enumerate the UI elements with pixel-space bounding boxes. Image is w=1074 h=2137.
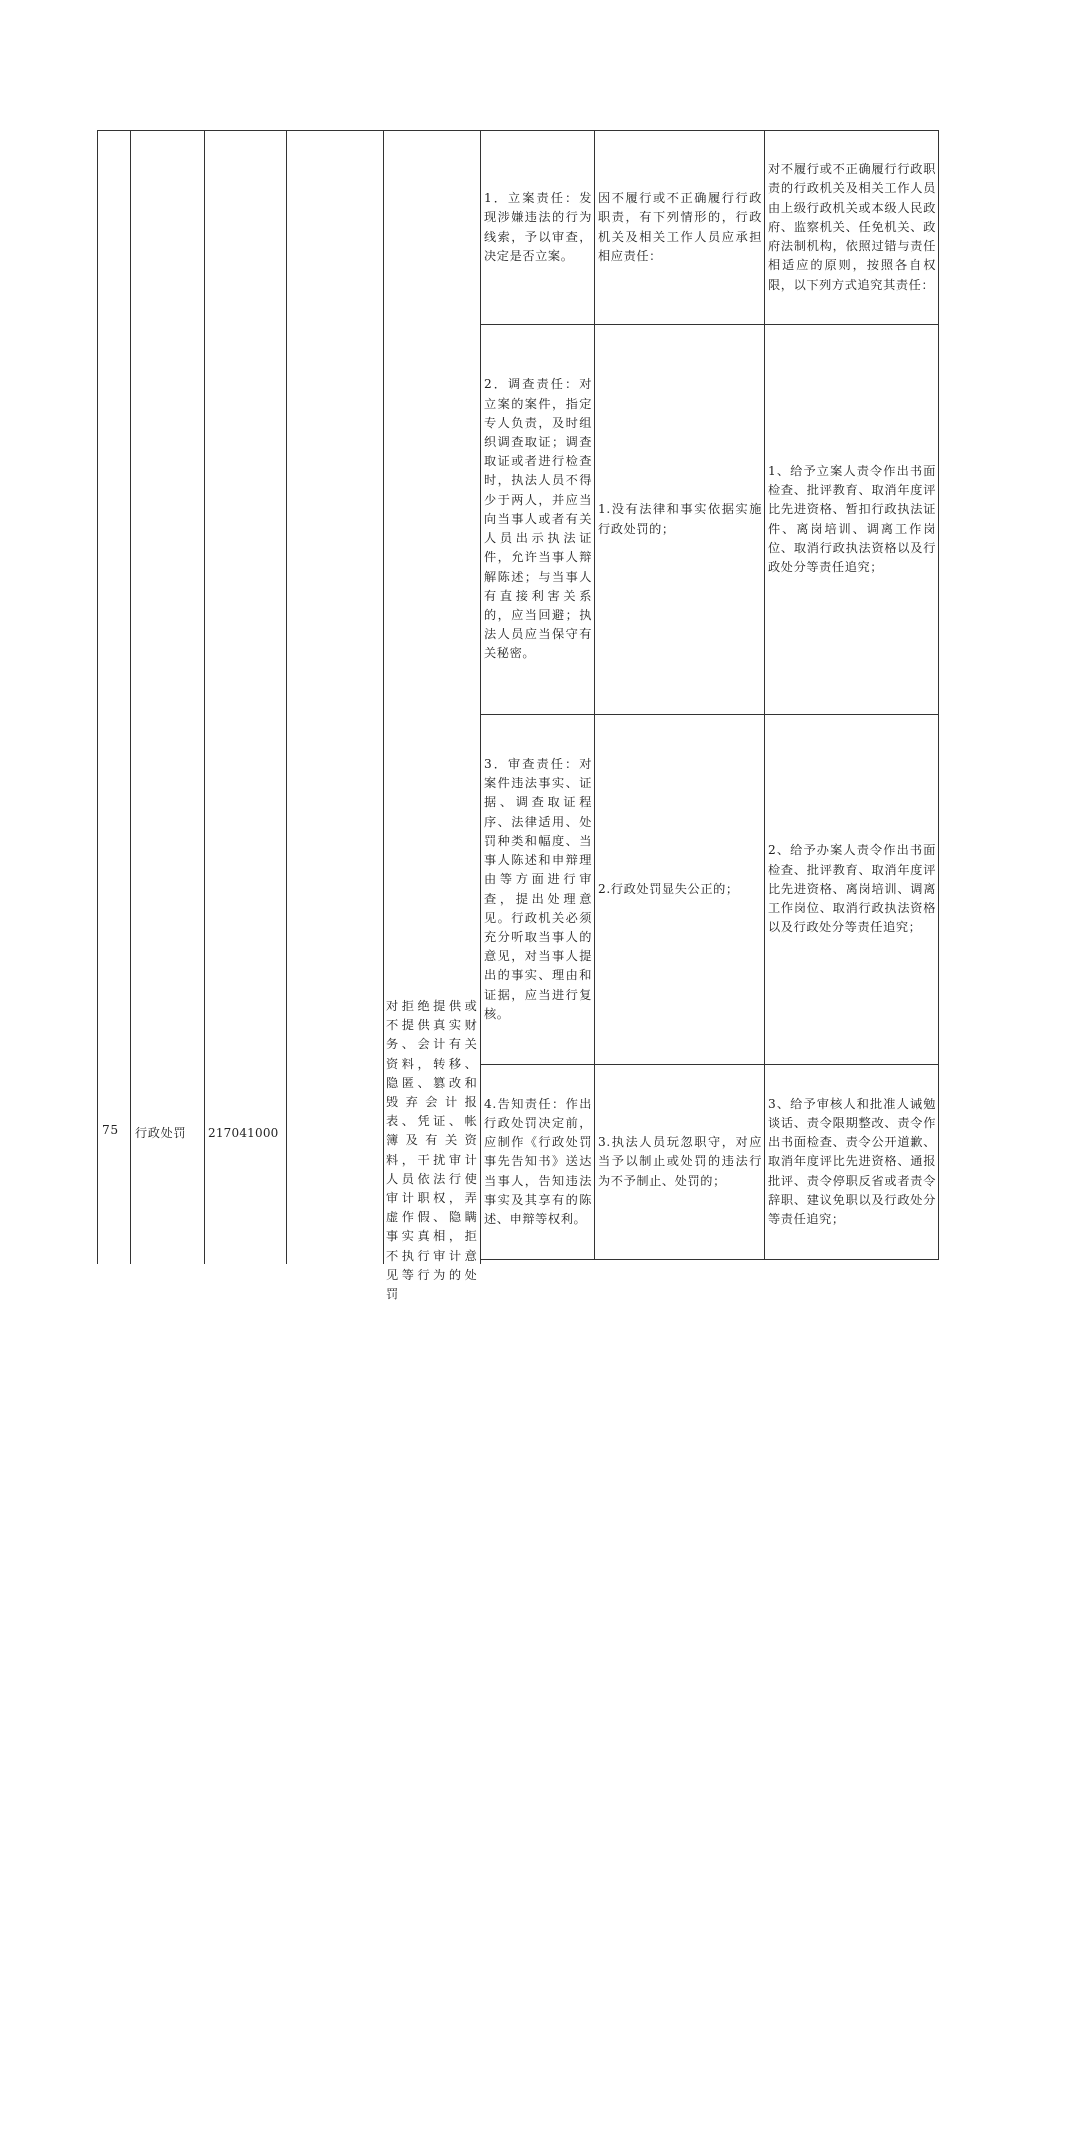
table-border-right	[938, 130, 939, 1259]
accountability-cell: 1、给予立案人责令作出书面检查、批评教育、取消年度评比先进资格、暂扣行政执法证件、离岗培训、调离工作岗位、取消行政执法资格以及行政处分等责任追究；	[768, 463, 936, 574]
column-divider-2	[204, 130, 205, 1264]
duty-cell: 2．调查责任：对立案的案件，指定专人负责，及时组织调查取证；调查取证或者进行检查时，执法人员不得少于两人，并应当向当事人或者有关人员出示执法证件，允许当事人辩解陈述；与当事人有直接利害关系的，应当回避；执法人员应当保守有关秘密。	[484, 377, 592, 661]
duty-cell: 3．审查责任：对案件违法事实、证据、调查取证程序、法律适用、处罚种类和幅度、当事人陈述和申辩理由等方面进行审查，提出处理意见。行政机关必须充分听取当事人的意见，对当事人提出的事实、理由和证据，应当进行复核。	[484, 757, 592, 1021]
row-number: 75	[102, 1123, 119, 1138]
power-name	[290, 131, 380, 2137]
column-divider-1	[130, 130, 131, 1264]
column-divider-6	[594, 130, 595, 1259]
column-divider-7	[764, 130, 765, 1259]
column-divider-3	[286, 130, 287, 1264]
power-category: 行政处罚	[135, 1126, 187, 1141]
duty-cell: 4.告知责任：作出行政处罚决定前，应制作《行政处罚事先告知书》送达当事人，告知违法事实及其享有的陈述、申辩等权利。	[484, 1096, 592, 1226]
accountability-cell: 3、给予审核人和批准人诫勉谈话、责令限期整改、责令作出书面检查、责令公开道歉、取消年度评比先进资格、通报批评、责令停职反省或者责令辞职、建议免职以及行政处分等责任追究；	[768, 1096, 936, 1226]
column-divider-4	[383, 130, 384, 1264]
duty-cell: 1．立案责任：发现涉嫌违法的行为线索，予以审查，决定是否立案。	[484, 191, 592, 263]
table-border-left	[97, 130, 98, 1264]
situation-cell: 2.行政处罚显失公正的；	[598, 881, 739, 896]
accountability-cell: 对不履行或不正确履行行政职责的行政机关及相关工作人员由上级行政机关或本级人民政府、监察机关、任免机关、政府法制机构，依照过错与责任相适应的原则，按照各自权限，以下列方式追究其责任：	[768, 162, 936, 292]
situation-cell: 1.没有法律和事实依据实施行政处罚的；	[598, 502, 762, 536]
power-item-description: 对拒绝提供或不提供真实财务、会计有关资料，转移、隐匿、篡改和毁弃会计报表、凭证、帐簿及有关资料，干扰审计人员依法行使审计职权，弄虚作假、隐瞒事实真相，拒不执行审计意见等行为的处罚	[386, 999, 478, 1302]
accountability-cell: 2、给予办案人责令作出书面检查、批评教育、取消年度评比先进资格、离岗培训、调离工作岗位、取消行政执法资格以及行政处分等责任追究；	[768, 843, 936, 935]
power-code: 217041000	[208, 1126, 279, 1141]
row-divider-4	[480, 1259, 939, 1260]
situation-cell: 3.执法人员玩忽职守，对应当予以制止或处罚的违法行为不予制止、处罚的；	[598, 1135, 762, 1188]
situation-cell: 因不履行或不正确履行行政职责，有下列情形的，行政机关及相关工作人员应承担相应责任：	[598, 191, 762, 263]
column-divider-5	[480, 130, 481, 1264]
